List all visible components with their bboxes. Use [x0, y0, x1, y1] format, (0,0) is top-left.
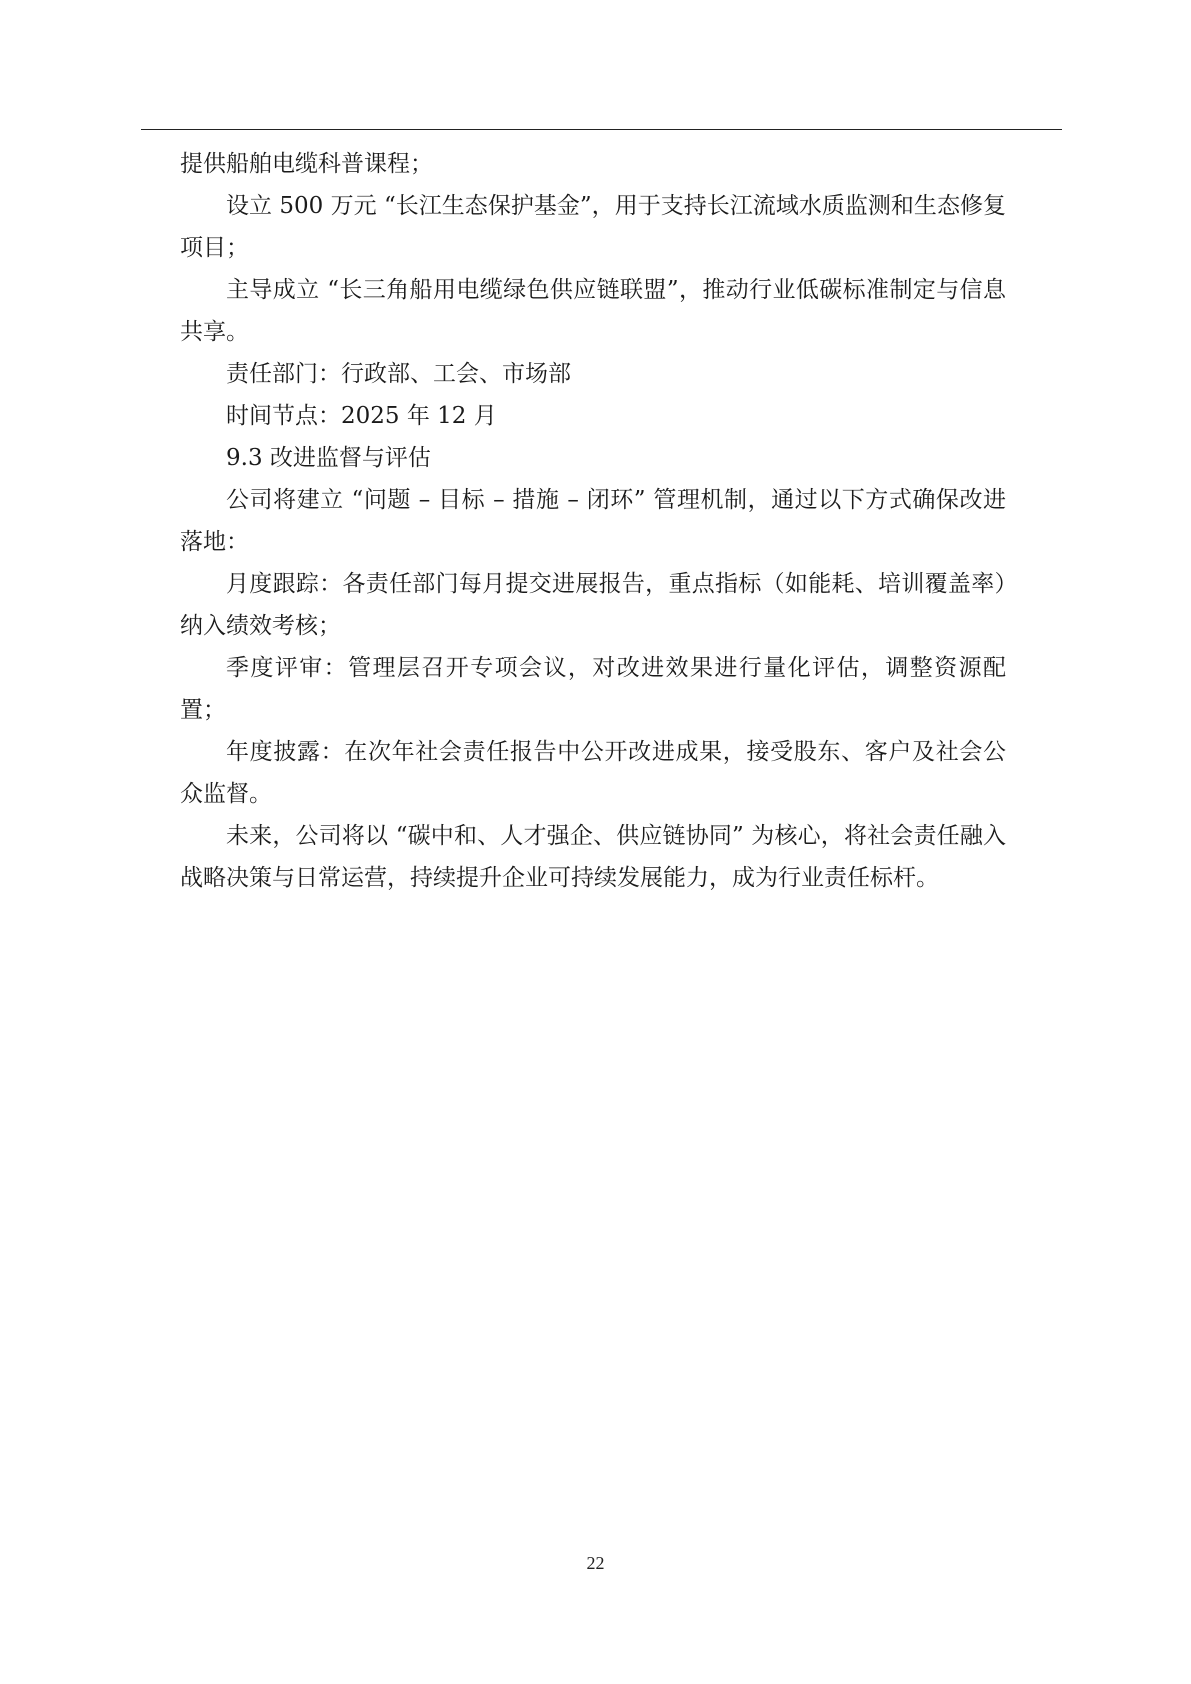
paragraph-responsible-departments: 责任部门：行政部、工会、市场部 — [226, 361, 571, 387]
paragraph-1: 提供船舶电缆科普课程； — [180, 151, 433, 177]
paragraph-2: 设立 500 万元 “长江生态保护基金”，用于支持长江流域水质监测和生态修复项目； — [180, 193, 1006, 261]
section-heading-9-3: 9.3 改进监督与评估 — [226, 445, 431, 471]
paragraph-mechanism: 公司将建立 “问题 – 目标 – 措施 – 闭环” 管理机制，通过以下方式确保改进落地： — [180, 487, 1006, 555]
document-body — [180, 143, 1006, 899]
paragraph-3: 主导成立 “长三角船用电缆绿色供应链联盟”，推动行业低碳标准制定与信息共享。 — [180, 277, 1006, 345]
paragraph-monthly-tracking: 月度跟踪：各责任部门每月提交进展报告，重点指标（如能耗、培训覆盖率）纳入绩效考核； — [180, 571, 1006, 639]
paragraph-annual-disclosure: 年度披露：在次年社会责任报告中公开改进成果，接受股东、客户及社会公众监督。 — [180, 739, 1006, 807]
paragraph-deadline: 时间节点：2025 年 12 月 — [226, 403, 497, 429]
page-number: 22 — [586, 1553, 605, 1573]
paragraph-outlook: 未来，公司将以 “碳中和、人才强企、供应链协同” 为核心，将社会责任融入战略决策与日常运营，持续提升企业可持续发展能力，成为行业责任标杆。 — [180, 823, 1006, 891]
header-rule — [141, 129, 1062, 130]
paragraph-quarterly-review: 季度评审：管理层召开专项会议，对改进效果进行量化评估，调整资源配置； — [180, 655, 1006, 723]
